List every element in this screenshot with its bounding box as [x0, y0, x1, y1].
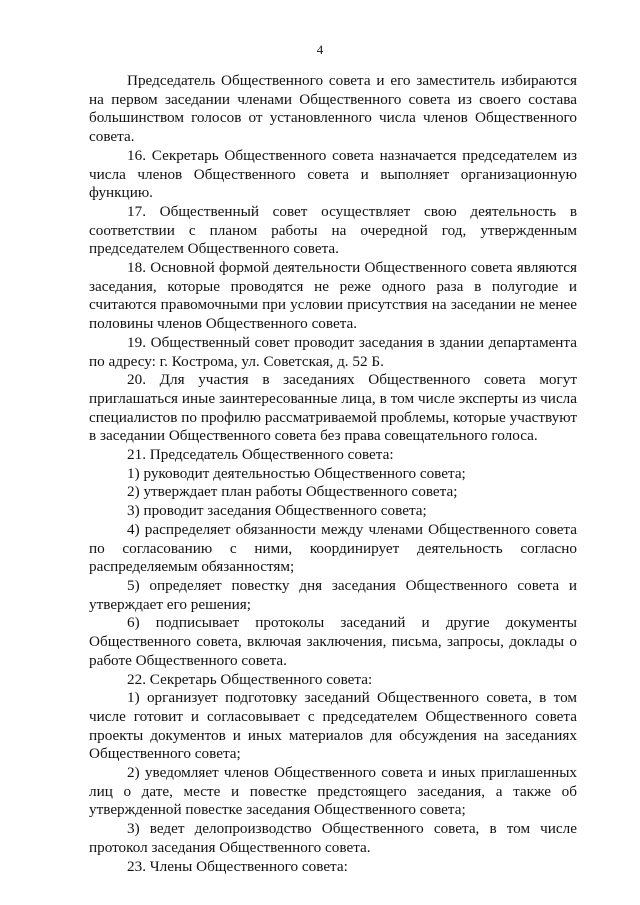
paragraph-20: 20. Для участия в заседаниях Общественного совета могут приглашаться иные заинтересованные лица, в том числе эксперты из числа специалистов по профилю рассматриваемой проблемы, которые участвуют в заседании Общественного совета без права совещательного голоса. — [89, 371, 577, 445]
paragraph-21-item-4: 4) распределяет обязанности между членами Общественного совета по согласованию с ними, координирует деятельность согласно распределяемым обязанностям; — [89, 520, 577, 576]
paragraph-22-heading: 22. Секретарь Общественного совета: — [127, 670, 373, 688]
paragraph-22-item-1: 1) организует подготовку заседаний Общественного совета, в том числе готовит и согласовывает с председателем Общественного совета проекты документов и иных материалов для обсуждения на заседаниях Общественного совета; — [89, 689, 577, 763]
paragraph-19: 19. Общественный совет проводит заседания в здании департамента по адресу: г. Кострома, ул. Советская, д. 52 Б. — [89, 333, 577, 370]
paragraph-21-item-1: 1) руководит деятельностью Общественного совета; — [127, 464, 466, 482]
paragraph-18: 18. Основной формой деятельности Общественного совета являются заседания, которые проводятся не реже одного раза в полугодие и считаются правомочными при условии присутствия на заседании не менее половины членов Общественного совета. — [89, 259, 577, 333]
document-body — [89, 72, 577, 876]
paragraph-16: 16. Секретарь Общественного совета назначается председателем из числа членов Общественного совета и выполняет организационную функцию. — [89, 146, 577, 202]
paragraph-21-item-3: 3) проводит заседания Общественного совета; — [127, 502, 427, 520]
paragraph-17: 17. Общественный совет осуществляет свою деятельность в соответствии с планом работы на очередной год, утвержденным председателем Общественного совета. — [89, 202, 577, 258]
paragraph-21-item-2: 2) утверждает план работы Общественного совета; — [127, 483, 458, 501]
paragraph-21-item-5: 5) определяет повестку дня заседания Общественного совета и утверждает его решения; — [89, 576, 577, 613]
paragraph-22-item-3: 3) ведет делопроизводство Общественного совета, в том числе протокол заседания Общественного совета. — [89, 820, 577, 856]
paragraph-23-heading: 23. Члены Общественного совета: — [127, 857, 348, 875]
paragraph-21-heading: 21. Председатель Общественного совета: — [127, 446, 394, 464]
paragraph-chairman-election: Председатель Общественного совета и его заместитель избираются на первом заседании членами Общественного совета из своего состава большинством голосов от установленного числа членов Общественного совета. — [89, 72, 577, 146]
paragraph-21-item-6: 6) подписывает протоколы заседаний и другие документы Общественного совета, включая заключения, письма, запросы, доклады о работе Общественного совета. — [89, 614, 577, 669]
page-number: 4 — [316, 42, 324, 57]
paragraph-22-item-2: 2) уведомляет членов Общественного совета и иных приглашенных лиц о дате, месте и повестке предстоящего заседания, а также об утвержденной повестке заседания Общественного совета; — [89, 764, 577, 819]
